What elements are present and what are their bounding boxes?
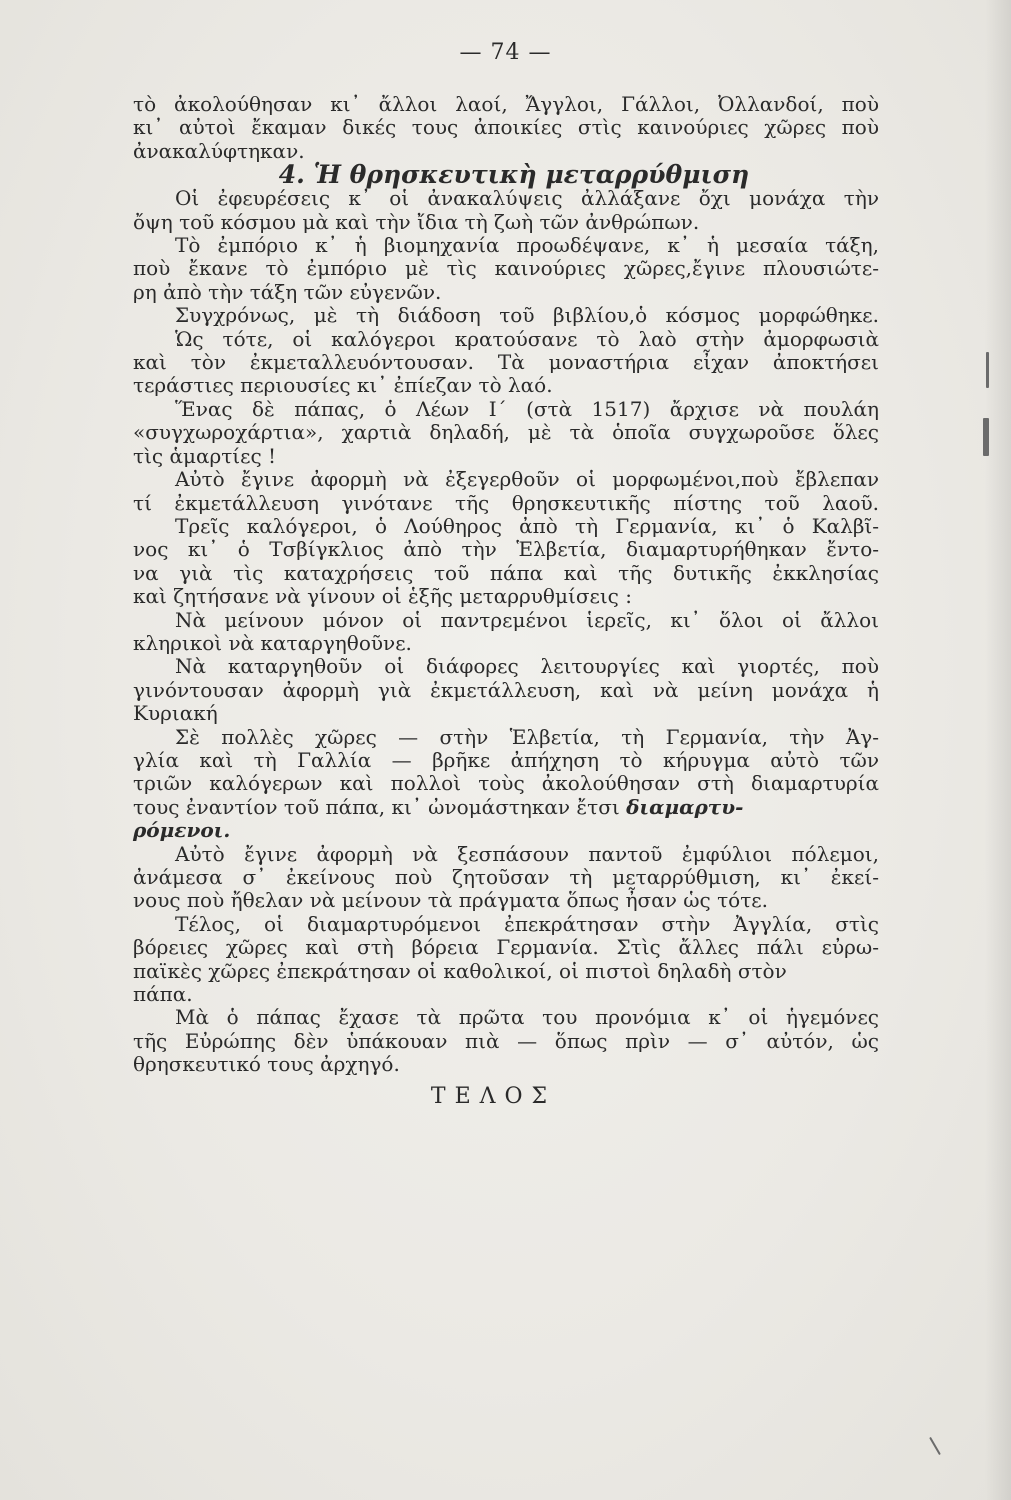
- text-line: παϊκὲς χῶρες ἐπεκράτησαν οἱ καθολικοί, οἱ πιστοὶ δηλαδὴ στὸν: [133, 958, 787, 983]
- end-word: ΤΕΛΟΣ: [430, 1083, 557, 1109]
- text-line: νος κι᾽ ὁ Τσβίγκλιος ἀπὸ τὴν Ἑλβετία, διαμαρτυρήθηκαν ἔντο-: [133, 537, 879, 562]
- text-line: κληρικοὶ νὰ καταργηθοῦνε.: [133, 630, 412, 655]
- text-line: νους ποὺ ἤθελαν νὰ μείνουν τὰ πράγματα ὅπως ἦσαν ὡς τότε.: [133, 888, 768, 913]
- margin-mark: [983, 418, 989, 456]
- text-line: ρόμενοι.: [133, 818, 231, 843]
- text-line: τὸ ἀκολούθησαν κι᾽ ἄλλοι λαοί, Ἄγγλοι, Γάλλοι, Ὀλλανδοί, ποὺ: [133, 92, 879, 116]
- text-line: Αὐτὸ ἔγινε ἀφορμὴ νὰ ξεσπάσουν παντοῦ ἐμφύλιοι πόλεμοι,: [175, 841, 879, 866]
- text-line: Νὰ μείνουν μόνον οἱ παντρεμένοι ἱερεῖς, κι᾽ ὅλοι οἱ ἄλλοι: [175, 607, 879, 632]
- text-line: Οἱ ἐφευρέσεις κ᾽ οἱ ἀνακαλύψεις ἀλλάξανε ὄχι μονάχα τὴν: [175, 186, 879, 211]
- text-line: Τέλος, οἱ διαμαρτυρόμενοι ἐπεκράτησαν στὴν Ἀγγλία, στὶς: [175, 911, 879, 936]
- text-run: τους ἐναντίον τοῦ πάπα, κι᾽ ὠνομάστηκαν ἔτσι: [133, 794, 627, 819]
- text-line: τῆς Εὐρώπης δὲν ὑπάκουαν πιὰ — ὅπως πρὶν — σ᾽ αὐτόν, ὡς: [133, 1028, 879, 1053]
- page-number: — 74 —: [459, 40, 552, 65]
- text-line: κι᾽ αὐτοὶ ἔκαμαν δικές τους ἀποικίες στὶς καινούριες χῶρες ποὺ: [133, 115, 879, 140]
- text-line: ὄψη τοῦ κόσμου μὰ καὶ τὴν ἴδια τὴ ζωὴ τῶν ἀνθρώπων.: [133, 209, 700, 234]
- text-line: Τὸ ἐμπόριο κ᾽ ἡ βιομηχανία προωδέψανε, κ᾽ ἡ μεσαία τάξη,: [175, 233, 879, 258]
- text-line: Ἕνας δὲ πάπας, ὁ Λέων Ι΄ (στὰ 1517) ἄρχισε νὰ πουλάη: [175, 396, 879, 421]
- text-line: ποὺ ἔκανε τὸ ἐμπόριο μὲ τὶς καινούριες χῶρες,ἔγινε πλουσιώτε-: [133, 256, 879, 281]
- text-line: Αὐτὸ ἔγινε ἀφορμὴ νὰ ἐξεγερθοῦν οἱ μορφωμένοι,ποὺ ἔβλεπαν: [175, 467, 879, 492]
- text-line: τεράστιες περιουσίες κι᾽ ἐπίεζαν τὸ λαό.: [133, 373, 553, 398]
- text-line: καὶ τὸν ἐκμεταλλευόντουσαν. Τὰ μοναστήρια εἶχαν ἀποκτήσει: [133, 350, 879, 375]
- text-line: Κυριακή: [133, 701, 218, 726]
- text-line: Ὡς τότε, οἱ καλόγεροι κρατούσανε τὸ λαὸ στὴν ἀμορφωσιὰ: [175, 326, 879, 351]
- text-line: να γιὰ τὶς καταχρήσεις τοῦ πάπα καὶ τῆς δυτικῆς ἐκκλησίας: [133, 560, 879, 585]
- text-line: ἀνακαλύφτηκαν.: [133, 138, 305, 163]
- text-line: τριῶν καλόγερων καὶ πολλοὶ τοὺς ἀκολούθησαν στὴ διαμαρτυρία: [133, 771, 879, 796]
- text-line: Μὰ ὁ πάπας ἔχασε τὰ πρῶτα του προνόμια κ᾽ οἱ ἡγεμόνες: [175, 1005, 879, 1030]
- section-heading: 4. Ἡ θρησκευτικὴ μεταρρύθμιση: [278, 160, 750, 190]
- text-line: [133, 796, 879, 819]
- emphasis: διαμαρτυ-: [626, 794, 744, 819]
- text-line: ρη ἀπὸ τὴν τάξη τῶν εὐγενῶν.: [133, 279, 442, 304]
- text-line: Σὲ πολλὲς χῶρες — στὴν Ἑλβετία, τὴ Γερμανία, τὴν Ἀγ-: [175, 724, 879, 749]
- text-line: Συγχρόνως, μὲ τὴ διάδοση τοῦ βιβλίου,ὁ κόσμος μορφώθηκε.: [175, 303, 879, 328]
- body-text: [133, 93, 879, 1108]
- margin-mark: [929, 1437, 941, 1455]
- text-line: τί ἐκμετάλλευση γινότανε τῆς θρησκευτικῆς πίστης τοῦ λαοῦ.: [133, 490, 879, 515]
- text-line: Τρεῖς καλόγεροι, ὁ Λούθηρος ἀπὸ τὴ Γερμανία, κι᾽ ὁ Καλβῖ-: [175, 513, 879, 538]
- text-line: Νὰ καταργηθοῦν οἱ διάφορες λειτουργίες καὶ γιορτές, ποὺ: [175, 654, 879, 679]
- text-line: γινόντουσαν ἀφορμὴ γιὰ ἐκμετάλλευση, καὶ νὰ μείνη μονάχα ἡ: [133, 677, 879, 702]
- text-line: τὶς ἁμαρτίες !: [133, 443, 277, 468]
- text-line: θρησκευτικό τους ἀρχηγό.: [133, 1052, 400, 1077]
- text-line: ἀνάμεσα σ᾽ ἐκείνους ποὺ ζητοῦσαν τὴ μεταρρύθμιση, κι᾽ ἐκεί-: [133, 865, 879, 889]
- margin-mark: [986, 352, 989, 388]
- text-line: γλία καὶ τὴ Γαλλία — βρῆκε ἀπήχηση τὸ κήρυγμα αὐτὸ τῶν: [133, 747, 879, 772]
- text-line: καὶ ζητήσανε νὰ γίνουν οἱ ἑξῆς μεταρρυθμίσεις :: [133, 584, 632, 609]
- text-line: βόρειες χῶρες καὶ στὴ βόρεια Γερμανία. Στὶς ἄλλες πάλι εὐρω-: [133, 935, 879, 960]
- page-edge-shadow: [985, 0, 1011, 1500]
- text-line: «συγχωροχάρτια», χαρτιὰ δηλαδή, μὲ τὰ ὁποῖα συγχωροῦσε ὅλες: [133, 420, 879, 445]
- text-line: πάπα.: [133, 982, 193, 1007]
